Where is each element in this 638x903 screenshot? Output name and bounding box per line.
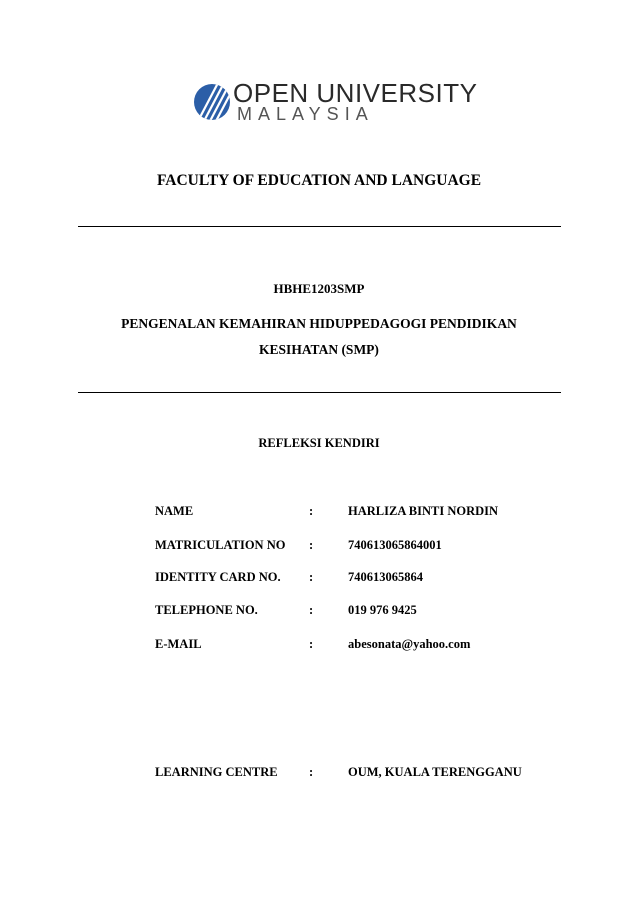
detail-separator: : xyxy=(309,765,314,779)
logo-line1: OPEN UNIVERSITY xyxy=(233,78,478,108)
detail-value: abesonata@yahoo.com xyxy=(348,637,471,651)
logo-line2: MALAYSIA xyxy=(237,104,374,124)
detail-separator: : xyxy=(309,504,314,518)
detail-label: NAME xyxy=(155,504,194,518)
detail-label: IDENTITY CARD NO. xyxy=(155,570,281,584)
detail-value: HARLIZA BINTI NORDIN xyxy=(348,504,499,518)
detail-separator: : xyxy=(309,637,314,651)
assignment-title: REFLEKSI KENDIRI xyxy=(258,436,380,450)
course-code: HBHE1203SMP xyxy=(273,281,365,296)
detail-label: E-MAIL xyxy=(155,637,202,651)
detail-value: OUM, KUALA TERENGGANU xyxy=(348,765,522,779)
oum-emblem-icon xyxy=(193,83,231,121)
detail-separator: : xyxy=(309,570,314,584)
detail-value: 740613065864001 xyxy=(348,538,442,552)
detail-separator: : xyxy=(309,603,314,617)
course-title-line1: PENGENALAN KEMAHIRAN HIDUPPEDAGOGI PENDIDIKAN xyxy=(121,316,517,331)
detail-value: 019 976 9425 xyxy=(348,603,417,617)
course-title-line2: KESIHATAN (SMP) xyxy=(259,342,379,357)
detail-label: MATRICULATION NO xyxy=(155,538,286,552)
detail-label: TELEPHONE NO. xyxy=(155,603,258,617)
oum-logo xyxy=(193,78,478,126)
detail-label: LEARNING CENTRE xyxy=(155,765,278,779)
faculty-heading: FACULTY OF EDUCATION AND LANGUAGE xyxy=(156,172,482,189)
divider-bottom xyxy=(78,392,561,393)
divider-top xyxy=(78,226,561,227)
detail-value: 740613065864 xyxy=(348,570,423,584)
detail-separator: : xyxy=(309,538,314,552)
